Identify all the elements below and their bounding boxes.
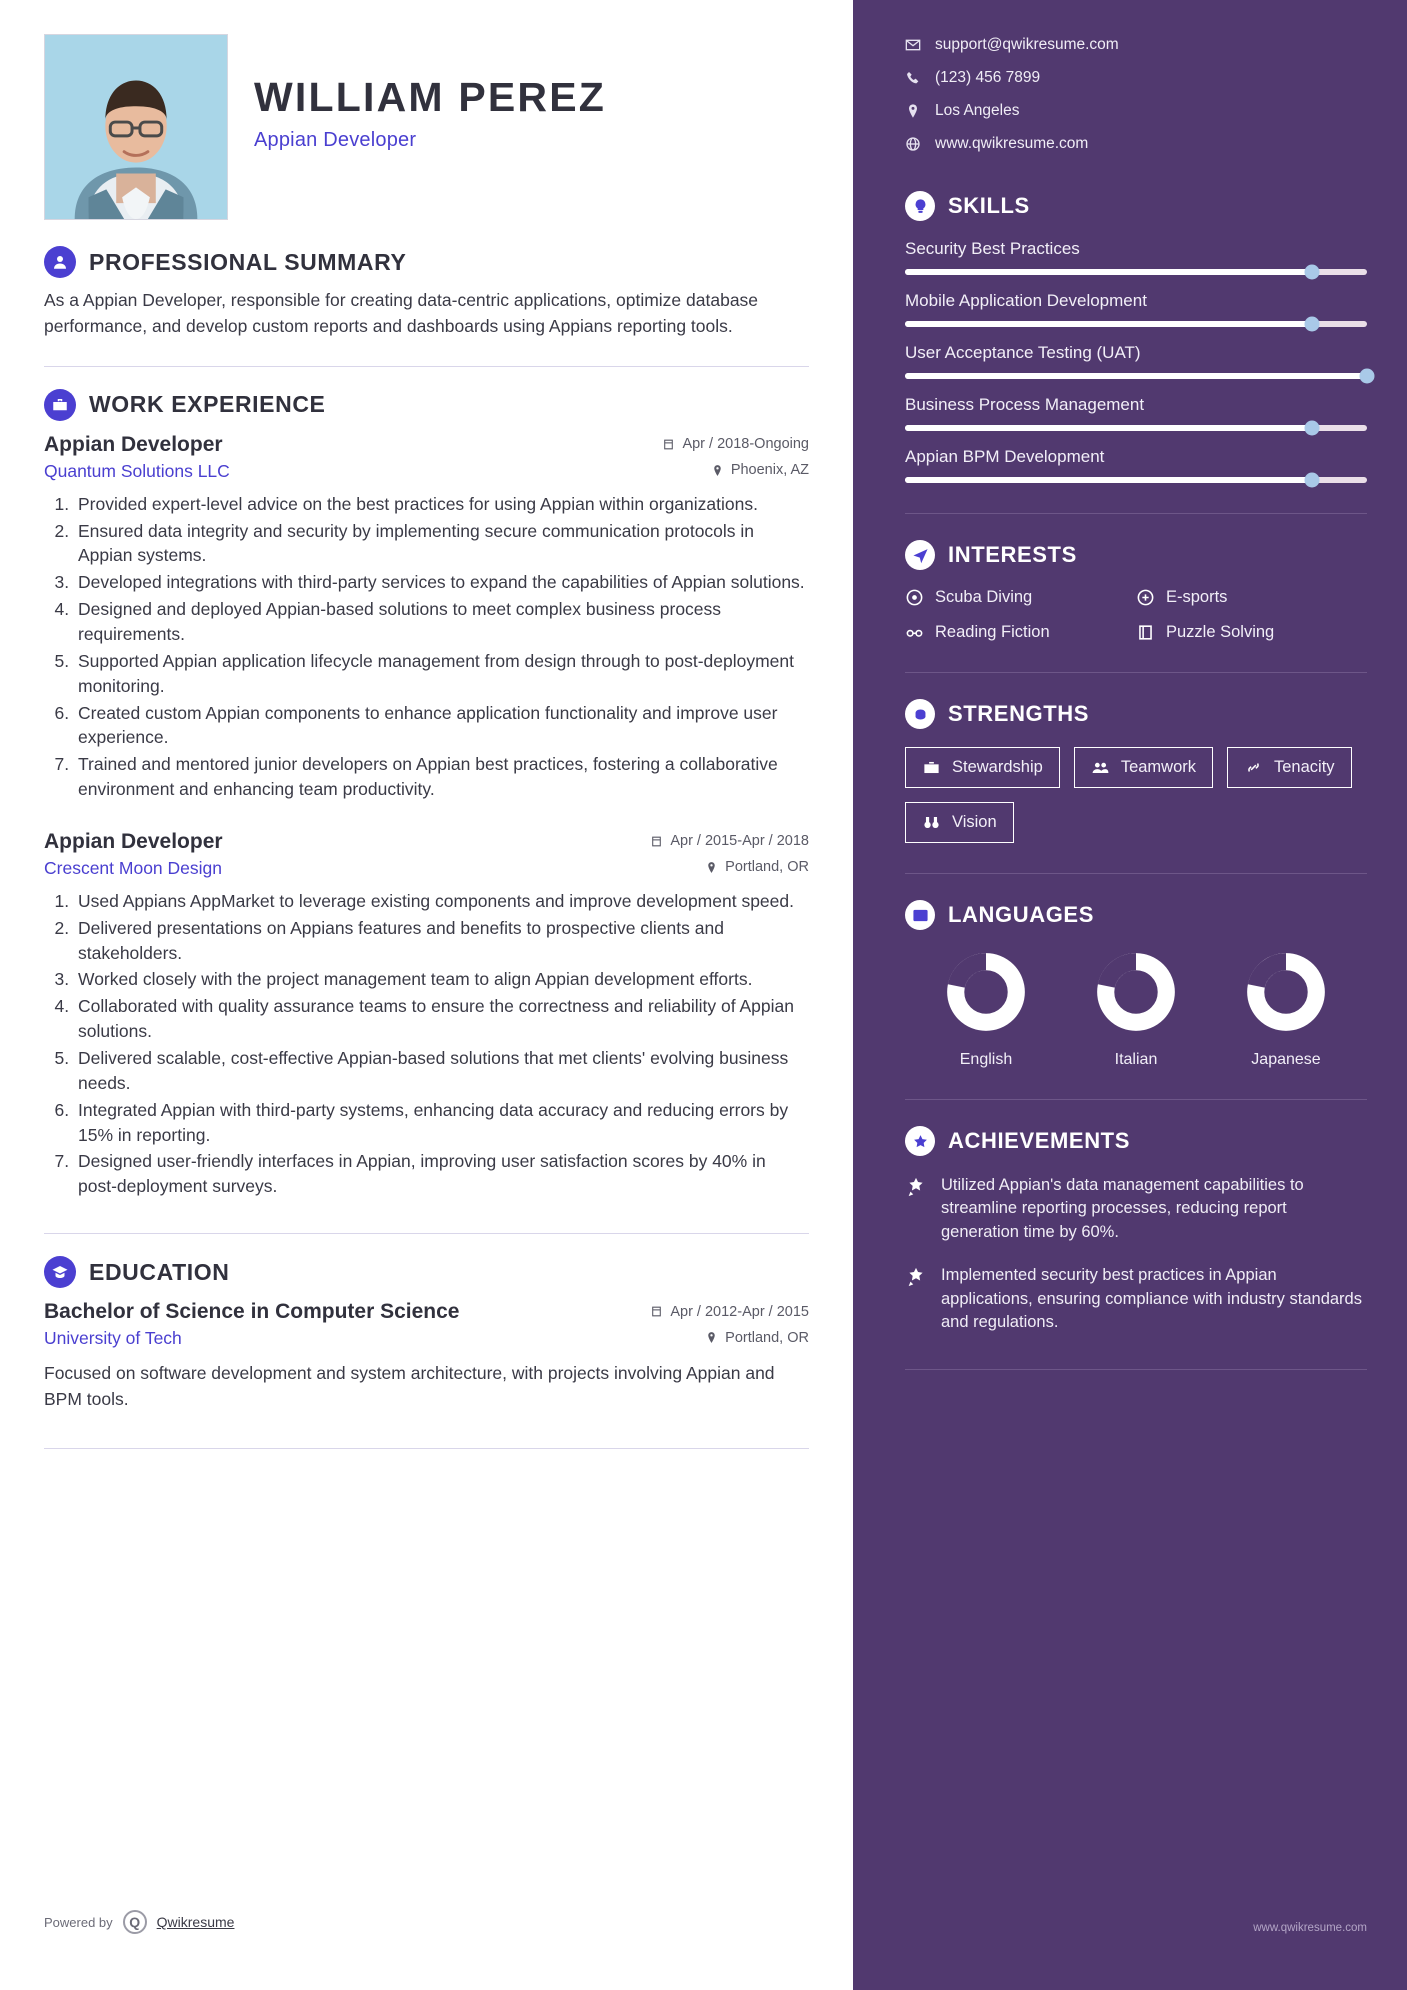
job-location	[705, 859, 809, 875]
achievements-list	[905, 1174, 1367, 1335]
interest-label: Puzzle Solving	[1166, 623, 1275, 641]
skill-bar	[905, 321, 1367, 327]
section-header-strengths	[905, 699, 1367, 729]
resume-header	[44, 34, 809, 220]
list-item: 7. Trained and mentored junior developers on Appian best practices, fostering a collaborative environment and enhancing team productivity.	[74, 752, 809, 802]
list-item: 6. Created custom Appian components to enhance application functionality and improve user experience.	[74, 701, 809, 751]
section-header-education	[44, 1256, 809, 1288]
contact-phone[interactable]	[905, 69, 1367, 87]
job-dates-text: Apr / 2015-Apr / 2018	[670, 833, 809, 850]
divider	[44, 1233, 809, 1234]
section-header-languages	[905, 900, 1367, 930]
job-role: Appian Developer	[44, 829, 223, 853]
job-dates	[662, 436, 809, 452]
job-company: Quantum Solutions LLC	[44, 460, 230, 481]
contact-location-text: Los Angeles	[935, 102, 1020, 119]
language-item	[1061, 952, 1211, 1069]
interest-label: Reading Fiction	[935, 623, 1050, 641]
globe-icon	[905, 136, 921, 152]
strength-item	[905, 747, 1060, 788]
strength-label: Tenacity	[1274, 758, 1335, 776]
education-school: University of Tech	[44, 1328, 182, 1349]
experience-entry	[44, 830, 809, 1199]
list-item: 1. Used Appians AppMarket to leverage existing components and improve development speed.	[74, 889, 809, 914]
strengths-list	[905, 747, 1367, 843]
contact-website-text: www.qwikresume.com	[935, 135, 1089, 152]
language-label: Italian	[1114, 1051, 1158, 1068]
divider	[905, 513, 1367, 514]
section-title-skills: SKILLS	[948, 193, 1030, 218]
contact-phone-text: (123) 456 7899	[935, 69, 1041, 86]
ribbon-star-icon	[905, 1266, 927, 1288]
education-degree: Bachelor of Science in Computer Science	[44, 1300, 460, 1324]
contact-email[interactable]	[905, 36, 1367, 54]
briefcase-icon	[922, 758, 941, 777]
location-pin-icon	[705, 1331, 718, 1344]
list-item: 3. Developed integrations with third-party services to expand the capabilities of Appian solutions.	[74, 570, 809, 595]
avatar	[44, 34, 228, 220]
education-dates-text: Apr / 2012-Apr / 2015	[670, 1303, 809, 1320]
skill-name: Mobile Application Development	[905, 291, 1147, 310]
list-item: 4. Collaborated with quality assurance teams to ensure the correctness and reliability of Appian solutions.	[74, 994, 809, 1044]
skill-name: Security Best Practices	[905, 239, 1080, 258]
location-pin-icon	[905, 103, 921, 119]
esports-icon	[1136, 588, 1155, 607]
donut-chart-italian	[1096, 952, 1176, 1032]
glasses-icon	[905, 623, 924, 642]
skill-item	[905, 239, 1367, 275]
skill-item	[905, 291, 1367, 327]
section-title-summary: PROFESSIONAL SUMMARY	[89, 248, 407, 275]
divider	[905, 1369, 1367, 1370]
powered-by-label: Powered by	[44, 1914, 113, 1930]
section-header-achievements	[905, 1126, 1367, 1156]
achievement-item	[905, 1264, 1367, 1334]
page-title: WILLIAM PEREZ	[254, 74, 607, 120]
calendar-icon	[650, 835, 663, 848]
skill-item	[905, 343, 1367, 379]
job-dates-text: Apr / 2018-Ongoing	[682, 436, 809, 453]
contact-website[interactable]	[905, 135, 1367, 153]
calendar-icon	[650, 1305, 663, 1318]
list-item: 5. Supported Appian application lifecycle management from design through to post-deployment monitoring.	[74, 649, 809, 699]
resume-sidebar	[853, 0, 1407, 1990]
team-icon	[1091, 758, 1110, 777]
interest-item	[905, 588, 1136, 607]
list-item: 2. Delivered presentations on Appians features and benefits to prospective clients and stakeholders.	[74, 916, 809, 966]
contact-location	[905, 102, 1367, 120]
interests-list	[905, 588, 1367, 642]
send-icon	[905, 540, 935, 570]
list-item: 6. Integrated Appian with third-party systems, enhancing data accuracy and reducing errors by 15% in reporting.	[74, 1098, 809, 1148]
section-header-skills	[905, 191, 1367, 221]
section-title-languages: LANGUAGES	[948, 902, 1094, 927]
interest-item	[1136, 588, 1367, 607]
education-dates	[650, 1304, 809, 1320]
summary-text: As a Appian Developer, responsible for creating data-centric applications, optimize database performance, and develop custom reports and dashboards using Appians reporting tools.	[44, 290, 759, 336]
education-location-text: Portland, OR	[725, 1329, 809, 1346]
ribbon-star-icon	[905, 1176, 927, 1198]
education-entry	[44, 1300, 809, 1412]
language-item	[911, 952, 1061, 1069]
interest-item	[1136, 623, 1367, 642]
list-item: 7. Designed user-friendly interfaces in Appian, improving user satisfaction scores by 40% in post-deployment surveys.	[74, 1149, 809, 1199]
skill-item	[905, 395, 1367, 431]
user-icon	[44, 246, 76, 278]
link-icon	[1244, 758, 1263, 777]
interest-label: E-sports	[1166, 588, 1228, 606]
qwikresume-logo-icon: Q	[123, 1910, 147, 1934]
skill-name: Appian BPM Development	[905, 447, 1105, 466]
location-pin-icon	[705, 861, 718, 874]
section-title-achievements: ACHIEVEMENTS	[948, 1128, 1130, 1153]
list-item: 3. Worked closely with the project management team to align Appian development efforts.	[74, 967, 809, 992]
divider	[44, 366, 809, 367]
job-location-text: Portland, OR	[725, 859, 809, 876]
languages-list	[905, 948, 1367, 1069]
strength-item	[1227, 747, 1352, 788]
calendar-icon	[662, 438, 675, 451]
skill-item	[905, 447, 1367, 483]
education-location	[705, 1330, 809, 1346]
scuba-icon	[905, 588, 924, 607]
job-bullets	[44, 889, 809, 1199]
job-dates	[650, 833, 809, 849]
strength-item	[905, 802, 1014, 843]
strength-label: Teamwork	[1120, 758, 1196, 776]
location-pin-icon	[711, 464, 724, 477]
job-location	[711, 462, 809, 478]
divider	[905, 873, 1367, 874]
education-description: Focused on software development and system architecture, with projects involving Appian and BPM tools.	[44, 1363, 775, 1409]
achievement-item	[905, 1174, 1367, 1244]
star-icon	[905, 1126, 935, 1156]
profile-job-title: Appian Developer	[254, 129, 417, 152]
divider	[905, 1099, 1367, 1100]
language-item	[1211, 952, 1361, 1069]
skills-list	[905, 239, 1367, 483]
contact-list	[905, 36, 1367, 153]
qwikresume-brand-link[interactable]: Qwikresume	[156, 1914, 235, 1930]
sidebar-footer-url: www.qwikresume.com	[1253, 1922, 1367, 1934]
footer-branding	[44, 1910, 234, 1934]
binoculars-icon	[922, 813, 941, 832]
interest-item	[905, 623, 1136, 642]
skill-bar	[905, 425, 1367, 431]
email-icon	[905, 37, 921, 53]
section-title-education: EDUCATION	[89, 1258, 230, 1285]
strength-label: Stewardship	[952, 758, 1043, 776]
contact-email-text: support@qwikresume.com	[935, 36, 1119, 53]
lightbulb-icon	[905, 191, 935, 221]
donut-chart-english	[946, 952, 1026, 1032]
interest-label: Scuba Diving	[935, 588, 1033, 606]
puzzle-icon	[1136, 623, 1155, 642]
name-block	[254, 34, 606, 152]
list-item: 1. Provided expert-level advice on the best practices for using Appian within organizations.	[74, 492, 809, 517]
divider	[44, 1448, 809, 1449]
skill-bar	[905, 477, 1367, 483]
skill-bar	[905, 373, 1367, 379]
language-label: Japanese	[1251, 1051, 1321, 1068]
phone-icon	[905, 70, 921, 86]
skill-name: Business Process Management	[905, 395, 1145, 414]
section-header-experience	[44, 389, 809, 421]
section-title-strengths: STRENGTHS	[948, 701, 1090, 726]
section-header-interests	[905, 540, 1367, 570]
skill-name: User Acceptance Testing (UAT)	[905, 343, 1141, 362]
section-header-summary	[44, 246, 809, 278]
experience-entry	[44, 433, 809, 802]
skill-bar	[905, 269, 1367, 275]
translate-icon	[905, 900, 935, 930]
divider	[905, 672, 1367, 673]
achievement-text: Implemented security best practices in Appian applications, ensuring compliance with industry standards and regulations.	[941, 1266, 1362, 1332]
graduation-cap-icon	[44, 1256, 76, 1288]
briefcase-icon	[44, 389, 76, 421]
fist-icon	[905, 699, 935, 729]
job-role: Appian Developer	[44, 432, 223, 456]
job-location-text: Phoenix, AZ	[730, 462, 809, 479]
list-item: 4. Designed and deployed Appian-based solutions to meet complex business process requirements.	[74, 597, 809, 647]
strength-item	[1074, 747, 1213, 788]
list-item: 2. Ensured data integrity and security by implementing secure communication protocols in Appian systems.	[74, 519, 809, 569]
section-title-interests: INTERESTS	[948, 542, 1077, 567]
job-bullets	[44, 492, 809, 802]
strength-label: Vision	[952, 813, 997, 831]
language-label: English	[959, 1051, 1013, 1068]
section-title-experience: WORK EXPERIENCE	[89, 391, 326, 418]
job-company: Crescent Moon Design	[44, 857, 222, 878]
donut-chart-japanese	[1246, 952, 1326, 1032]
achievement-text: Utilized Appian's data management capabilities to streamline reporting processes, reducing report generation time by 60%.	[941, 1176, 1304, 1241]
list-item: 5. Delivered scalable, cost-effective Appian-based solutions that met clients' evolving business needs.	[74, 1046, 809, 1096]
